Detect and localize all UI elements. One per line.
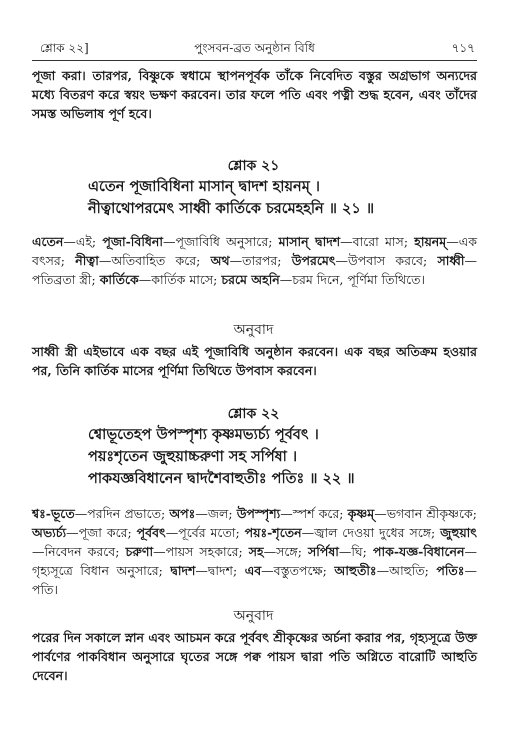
header-divider bbox=[32, 60, 477, 61]
header-verse-ref: শ্লোক ২২] bbox=[40, 41, 89, 55]
synonym-meaning: উপবাস করবে; bbox=[348, 253, 428, 268]
synonym-meaning: অতিবাহিত করে; bbox=[111, 253, 201, 268]
synonym-meaning: চরম দিনে, পূর্ণিমা তিথিতে। bbox=[292, 272, 426, 287]
synonym-term: সাধ্বী bbox=[437, 253, 465, 268]
synonym-term: চরমে অহনি bbox=[221, 272, 280, 287]
synonym-meaning: ঘি; bbox=[351, 544, 367, 559]
synonym-term: চরুণা bbox=[125, 544, 154, 559]
verse-21-line: নীত্বাথোপরমেৎ সাধ্বী কার্তিকে চরমেহহনি ॥ ২১ ॥ bbox=[88, 200, 375, 217]
synonym-meaning: বারো মাস; bbox=[352, 234, 409, 249]
synonym-meaning: পূর্বের মতো; bbox=[178, 525, 240, 540]
synonym-meaning: পতি। bbox=[32, 582, 58, 597]
synonym-meaning: পূজাবিধি অনুসারে; bbox=[175, 234, 273, 249]
synonym-meaning: গৃহ্যসূত্রে বিধান অনুসারে; bbox=[32, 563, 163, 578]
synonym-meaning: এই; bbox=[75, 234, 97, 249]
synonym-term: উপস্পৃশ্য bbox=[236, 506, 281, 521]
synonym-meaning: কার্তিক মাসে; bbox=[151, 272, 218, 287]
synonym-term: পাক-যজ্ঞ-বিধানেন bbox=[372, 544, 465, 559]
synonym-term: জুহুয়াৎ bbox=[440, 525, 477, 540]
synonym-meaning: সঙ্গে; bbox=[276, 544, 302, 559]
verse-22-translation: পরের দিন সকালে স্নান এবং আচমন করে পূর্ববৎ শ্রীকৃষ্ণের অর্চনা করার পর, গৃহ্যসূত্রে উক্ত পার্বণের পাকবিধান অনুসারে ঘৃতের সঙ্গে পক্ব পায়স দ্বারা পতি অগ্নিতে বারোটি আহুতি দেবেন। bbox=[32, 630, 477, 683]
synonym-term: এব bbox=[244, 563, 262, 578]
verse-21-text bbox=[88, 176, 477, 220]
verse-22-heading: শ্লোক ২২ bbox=[227, 406, 280, 422]
synonym-meaning: বস্তুতপক্ষে; bbox=[273, 563, 327, 578]
synonym-term: পূর্ববৎ bbox=[136, 525, 166, 540]
synonym-term: সর্পিষা bbox=[308, 544, 339, 559]
verse-22-translation-heading: অনুবাদ bbox=[233, 608, 274, 624]
synonym-term: সহ bbox=[248, 544, 264, 559]
synonym-meaning: আহুতি; bbox=[389, 563, 429, 578]
verse-22-line: পাকযজ্ঞবিধানেন দ্বাদশৈবাহুতীঃ পতিঃ ॥ ২২ ॥ bbox=[88, 470, 355, 487]
synonym-term: হায়নম্ bbox=[414, 234, 447, 249]
synonym-term: এতেন bbox=[32, 234, 64, 249]
synonym-meaning: ভগবান শ্রীকৃষ্ণকে; bbox=[386, 506, 477, 521]
verse-22-synonyms: শ্বঃ-ভূতে—পরদিন প্রভাতে; অপঃ—জল; উপস্পৃশ্য—স্পর্শ করে; কৃষ্ণম্—ভগবান শ্রীকৃষ্ণকে; অভ্যর্চ্য—পূজা করে; পূর্ববৎ—পূর্বের মতো; পয়ঃ-শৃতেন—জ্বাল দেওয়া দুধের সঙ্গে; জুহুয়াৎ—নিবেদন করবে; চরুণা—পায়স সহকারে; সহ—সঙ্গে; সর্পিষা—ঘি; পাক-যজ্ঞ-বিধানেন—গৃহ্যসূত্রে বিধান অনুসারে; দ্বাদশ—দ্বাদশ; এব—বস্তুতপক্ষে; আহুতীঃ—আহুতি; পতিঃ—পতি। bbox=[32, 506, 477, 597]
synonym-term: দ্বাদশ bbox=[170, 563, 196, 578]
verse-21-translation-heading: অনুবাদ bbox=[233, 322, 274, 338]
synonym-term: কৃষ্ণম্ bbox=[347, 506, 375, 521]
synonym-meaning: পতিব্রতা স্ত্রী; bbox=[32, 272, 96, 287]
synonym-meaning: স্পর্শ করে; bbox=[292, 506, 344, 521]
synonym-meaning: পরদিন প্রভাতে; bbox=[87, 506, 166, 521]
synonym-term: অথ bbox=[210, 253, 230, 268]
verse-21-line: এতেন পূজাবিধিনা মাসান্ দ্বাদশ হায়নম্ । bbox=[88, 178, 320, 195]
page-header bbox=[32, 40, 477, 56]
synonym-meaning: এক বৎসর; bbox=[32, 234, 477, 268]
synonym-meaning: পায়স সহকারে; bbox=[165, 544, 243, 559]
synonym-term: নীত্বা bbox=[75, 253, 99, 268]
synonym-meaning: দ্বাদশ; bbox=[207, 563, 238, 578]
verse-22-text bbox=[88, 424, 477, 490]
synonym-term: কার্তিকে bbox=[99, 272, 139, 287]
verse-22-line: শ্বোভূতেহপ উপস্পৃশ্য কৃষ্ণমভ্যর্চ্য পূর্ববৎ । bbox=[88, 426, 319, 443]
synonym-meaning: জ্বাল দেওয়া দুধের সঙ্গে; bbox=[314, 525, 436, 540]
synonym-meaning: তারপর; bbox=[242, 253, 282, 268]
intro-paragraph: পূজা করা। তারপর, বিষ্ণুকে স্বধামে স্থাপনপূর্বক তাঁকে নিবেদিত বস্তুর অগ্রভাগ অন্যদের মধ্যে বিতরণ করে স্বয়ং ভক্ষণ করবেন। তার ফলে পতি এবং পত্নী শুদ্ধ হবেন, এবং তাঁদের সমস্ত অভিলাষ পূর্ণ হবে। bbox=[32, 68, 477, 121]
synonym-term: অপঃ bbox=[169, 506, 196, 521]
synonym-term: আহুতীঃ bbox=[334, 563, 377, 578]
synonym-term: পূজা-বিধিনা bbox=[102, 234, 164, 249]
synonym-meaning: জল; bbox=[207, 506, 233, 521]
header-chapter-title: পুংসবন-ব্রত অনুষ্ঠান বিধি bbox=[194, 41, 315, 55]
synonym-term: মাসান্ দ্বাদশ bbox=[278, 234, 341, 249]
synonym-term: পতিঃ bbox=[436, 563, 465, 578]
synonym-term: উপরমেৎ bbox=[291, 253, 336, 268]
synonym-meaning: পূজা করে; bbox=[78, 525, 132, 540]
synonym-term: শ্বঃ-ভূতে bbox=[32, 506, 75, 521]
header-page-number: ৭১৭ bbox=[451, 41, 475, 55]
synonym-term: পয়ঃ-শৃতেন bbox=[244, 525, 302, 540]
verse-21-translation: সাধ্বী স্ত্রী এইভাবে এক বছর এই পূজাবিধি অনুষ্ঠান করবেন। এক বছর অতিক্রম হওয়ার পর, তিনি কার্তিক মাসের পূর্ণিমা তিথিতে উপবাস করবেন। bbox=[32, 344, 477, 378]
verse-21-synonyms: এতেন—এই; পূজা-বিধিনা—পূজাবিধি অনুসারে; মাসান্ দ্বাদশ—বারো মাস; হায়নম্—এক বৎসর; নীত্বা—অতিবাহিত করে; অথ—তারপর; উপরমেৎ—উপবাস করবে; সাধ্বী—পতিব্রতা স্ত্রী; কার্তিকে—কার্তিক মাসে; চরমে অহনি—চরম দিনে, পূর্ণিমা তিথিতে। bbox=[32, 234, 477, 287]
synonym-term: অভ্যর্চ্য bbox=[32, 525, 67, 540]
verse-21-heading: শ্লোক ২১ bbox=[227, 158, 280, 174]
verse-22-line: পয়ঃশৃতেন জুহুয়াচ্চরুণা সহ সর্পিষা । bbox=[88, 448, 298, 465]
synonym-meaning: নিবেদন করবে; bbox=[44, 544, 120, 559]
